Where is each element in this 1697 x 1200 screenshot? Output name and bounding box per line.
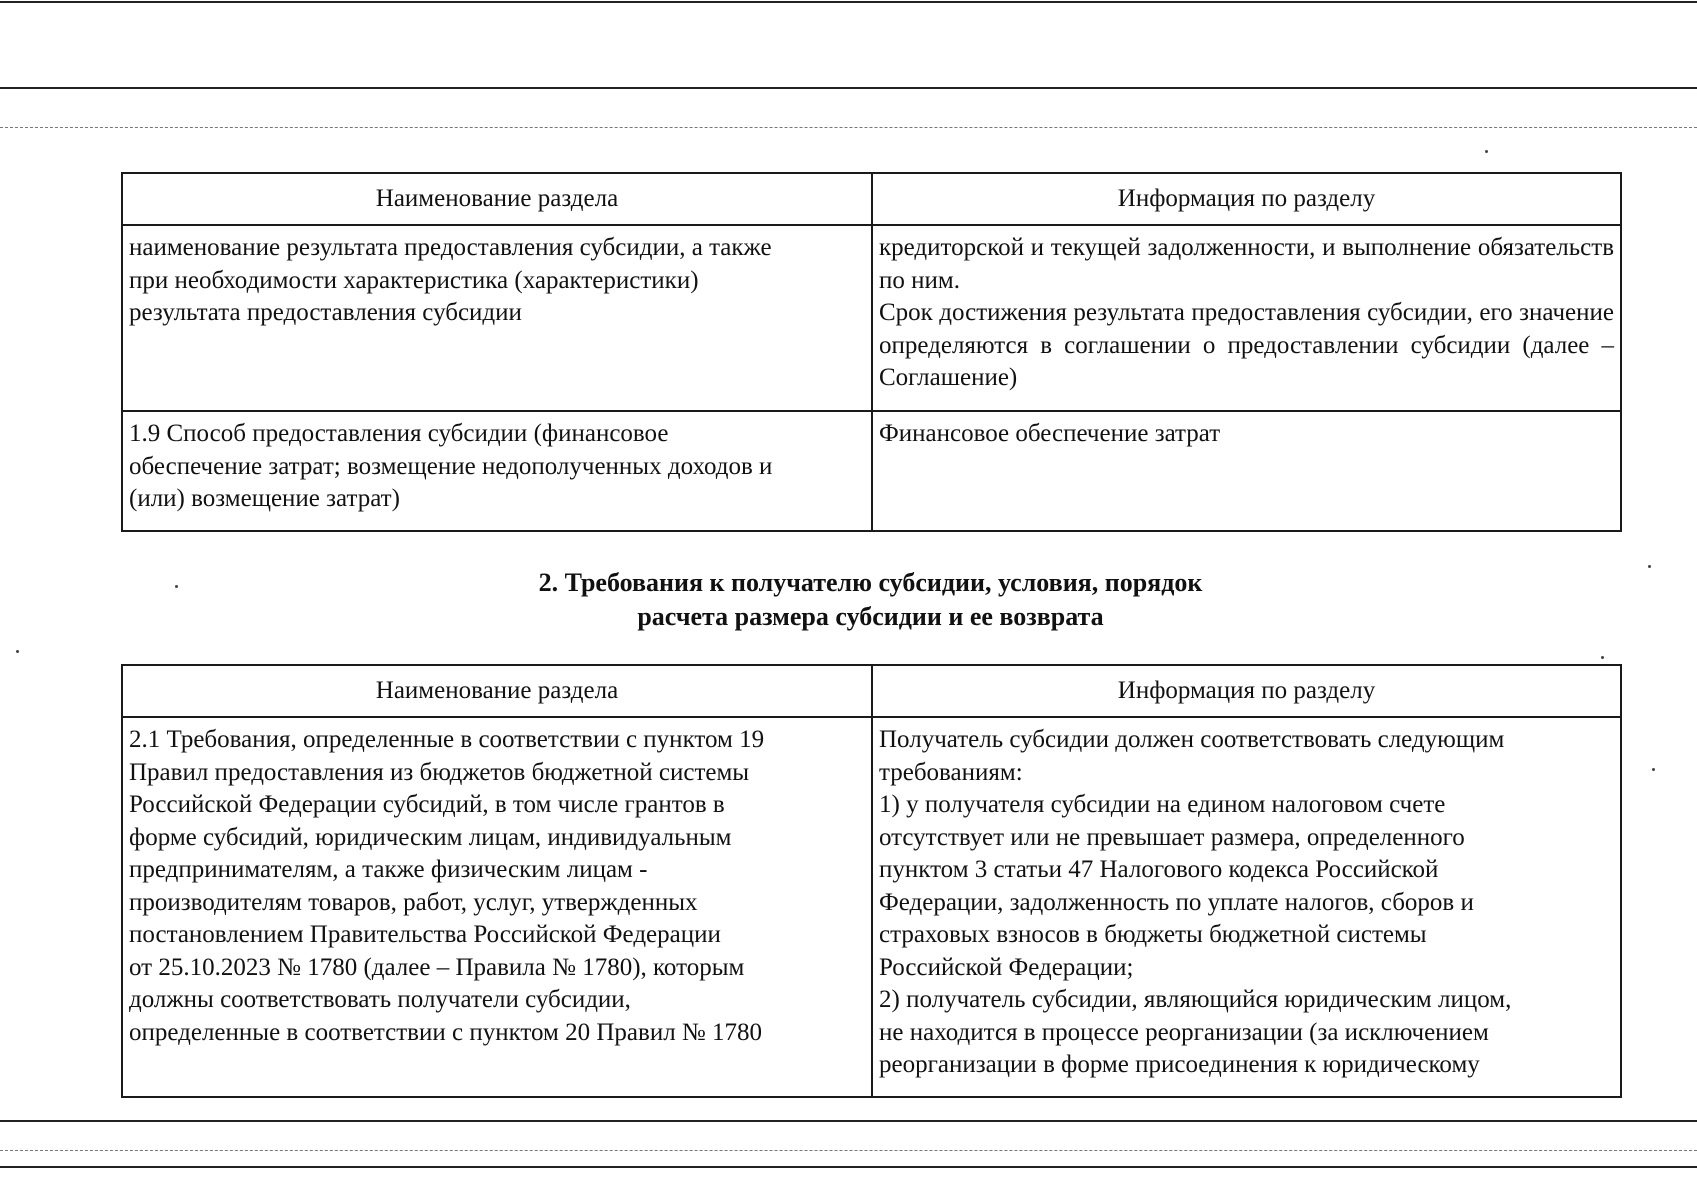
top-rule [0,1,1697,3]
header-rule [0,87,1697,89]
footer-rule-1 [0,1120,1697,1122]
row-info-cell [872,225,1621,411]
column-header-name: Наименование раздела [122,665,872,717]
column-header-name: Наименование раздела [122,173,872,225]
scan-speck [16,650,19,653]
scan-speck [1648,565,1651,568]
section1-table [121,172,1622,532]
table-row [122,717,1621,1097]
table-row [122,411,1621,531]
section2-table [121,664,1622,1098]
scan-speck [1601,656,1604,659]
scan-speck [1485,150,1488,153]
row-info-cell: Получатель субсидии должен соответствовать следующим требованиям: 1) у получателя субсидии на едином налоговом счете отсутствует или не превышает размера, определенного пунктом 3 статьи 47 Налогового кодекса Российской Федерации, задолженность по уплате налогов, сборов и страховых взносов в бюджеты бюджетной системы Российской Федерации; 2) получатель субсидии, являющийся юридическим лицом, не находится в процессе реорганизации (за исключением реорганизации в форме присоединения к юридическому [872,717,1621,1097]
scan-speck [175,585,178,588]
scan-speck [1652,768,1655,771]
section-title [121,566,1620,634]
section-title-line: 2. Требования к получателю субсидии, условия, порядок [538,568,1203,597]
footer-rule-2 [0,1166,1697,1168]
row-name-cell: 2.1 Требования, определенные в соответствии с пунктом 19 Правил предоставления из бюджетов бюджетной системы Российской Федерации субсидий, в том числе грантов в форме субсидий, юридическим лицам, индивидуальным предпринимателям, а также физическим лицам - производителям товаров, работ, услуг, утвержденных постановлением Правительства Российской Федерации от 25.10.2023 № 1780 (далее – Правила № 1780), которым должны соответствовать получатели субсидии, определенные в соответствии с пунктом 20 Правил № 1780 [122,717,872,1097]
info-paragraph: Срок достижения результата предоставления субсидии, его значение определяются в соглашении о предоставлении субсидии (далее – Соглашение) [879,299,1614,391]
section-title-line: расчета размера субсидии и ее возврата [637,602,1104,631]
column-header-info: Информация по разделу [872,665,1621,717]
header-dash-rule [0,127,1697,128]
row-name-cell: наименование результата предоставления субсидии, а также при необходимости характеристика (характеристики) результата предоставления субсидии [122,225,872,411]
row-info-cell: Финансовое обеспечение затрат [872,411,1621,531]
footer-dash-rule [0,1150,1697,1151]
row-name-cell: 1.9 Способ предоставления субсидии (финансовое обеспечение затрат; возмещение недополученных доходов и (или) возмещение затрат) [122,411,872,531]
table-header-row [122,665,1621,717]
info-paragraph: кредиторской и текущей задолженности, и выполнение обязательств по ним. [879,234,1614,294]
column-header-info: Информация по разделу [872,173,1621,225]
table-header-row [122,173,1621,225]
table-row [122,225,1621,411]
